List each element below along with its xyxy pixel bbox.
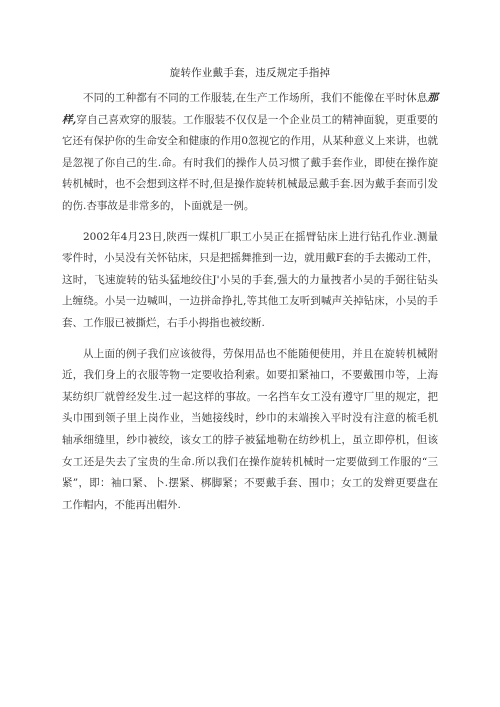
document-body <box>62 88 438 516</box>
paragraph-3: 从上面的例子我们应该彼得，劳保用品也不能随便使用，并且在旋转机械附近，我们身上的衣服等物一定要收拾利索。如要扣紧袖口，不要戴围巾等，上海某纺织厂就曾经发生.过一起这样的事故。一名挡车女工没有遵守厂里的规定，把头巾围到领子里上岗作业，当她接线时，纱巾的末端挨入平时没有注意的梳毛机轴承细缝里，纱巾被绞，该女工的脖子被猛地勒在纺纱机上，虽立即停机，但该女工还是失去了宝贵的生命.所以我们在操作旋转机械时一定要做到工作服的“三紧”，即：袖口紧、卜.摆紧、梆脚紧；不要戴手套、围巾；女工的发辫更要盘在工作帽内，不能再出帽外. <box>62 347 438 511</box>
paragraph-1-text-start: 不同的工种都有不同的工作服装,在生产工作场所，我们不能像在平时休息 <box>83 92 428 104</box>
paragraph-1-text-end: 穿自己喜欢穿的服装。工作服装不仅仅是一个企业员工的精神面貌，更重要的它还有保护你的生命安全和健康的作用0忽视它的作用，从某种意义上来讲，也就是忽视了你自己的生.命。有时我们的操作人员习惯了戴手套作业，即使在操作旋转机械时，也不会想到这样不时,但是操作旋转机械最忌戴手套.因为戴手套而引发的伤.杏事故是非常多的，卜面就是一例。 <box>62 113 439 212</box>
paragraph-1-emphasis: 那样, <box>62 92 438 126</box>
document-title: 旋转作业戴手套，违反规定手指掉 <box>169 67 331 79</box>
paragraph-2: 2002年4月23日,陕西一煤机厂职工小吴正在摇臂钻床上进行钻孔作业.测量零件时，小吴没有关怀钻床，只是把摇舞推到一边，就用戴F套的手去搬动工件，这时，飞速旋转的钻头猛地绞住J'小吴的手套,强大的力量拽者小吴的手弼往钻头上缠绕。小吴一边喊叫，一边拼命挣扎,等其他工友听到喊声关掉钻床，小吴的手套、工作服已被撕烂，右手小拇指也被绞断. <box>62 230 438 329</box>
paragraph-1 <box>62 88 438 218</box>
